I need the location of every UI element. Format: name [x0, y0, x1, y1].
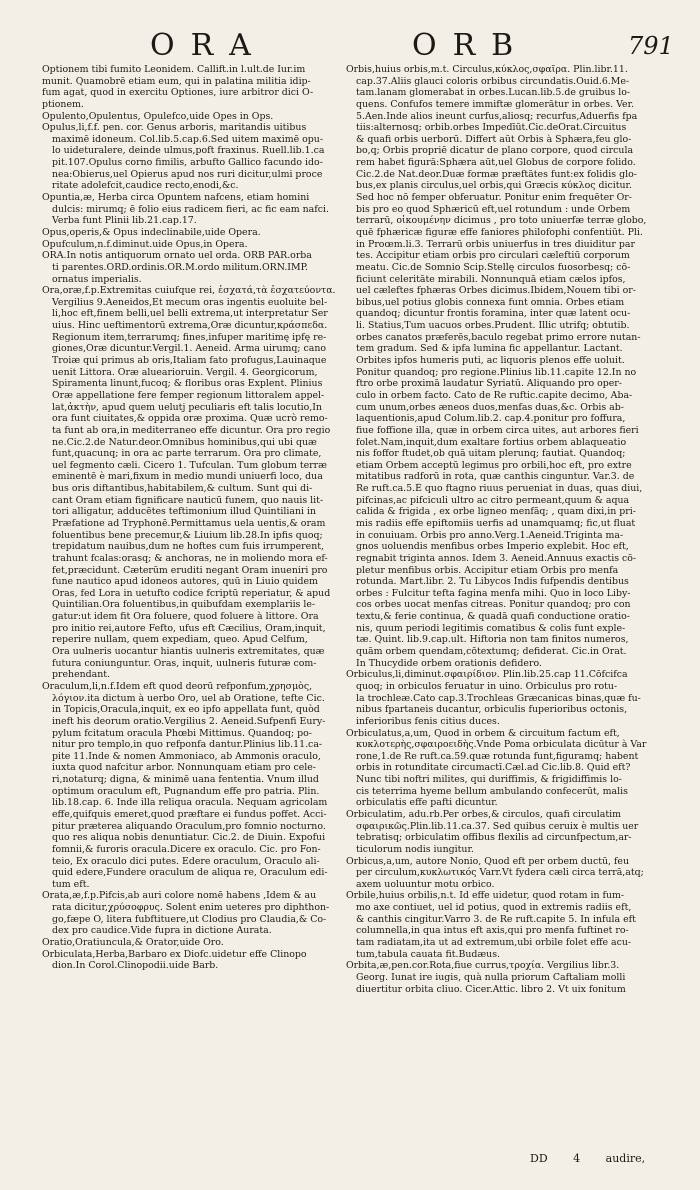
text-line: orbiculatis effe pafti dicuntur. — [356, 797, 498, 809]
page-footer — [530, 1152, 667, 1165]
text-line: fum agat, quod in exercitu Optiones, iure arbitror dici O- — [42, 87, 314, 99]
text-line: iuxta quod nafcitur arbor. Nonnunquam etiam pro cele- — [52, 762, 316, 774]
text-line: terrarū, οἰκουμένην dicimus , pro toto uniuerfæ terræ globo, — [356, 215, 647, 227]
entry-headword-line: Orbicus,a,um, autore Nonio, Quod eft per orbem ductū, feu — [346, 855, 630, 867]
text-line: Cic.2.de Nat.deor.Duæ formæ præftātes funt:ex folidis glo- — [356, 168, 637, 180]
text-line: mitatibus radforū in rota, quæ canthis cinguntur. Var.3. de — [356, 471, 635, 483]
text-line: cos orbes uocat menfas citreas. Ponitur quandoq; pro con — [356, 599, 631, 611]
text-line: cap.37.Aliis glauci coloris orbibus circundatis.Ouid.6.Me- — [356, 75, 630, 87]
text-line: pro initio rei,autore Fefto, ufus eft Cæcilius, Oram,inquit, — [52, 622, 326, 634]
text-line: tori alligatur, adducētes teftimonium illud Quintiliani in — [52, 506, 317, 518]
text-line: pit.107.Opulus corno fimilis, arbufto Gallico facundo ido- — [52, 157, 323, 169]
text-line: κυκλοτερὴς,σφαιροειδὴς.Vnde Poma orbiculata dicūtur à Var — [356, 739, 647, 751]
text-line: σφαιρικῶς.Plin.lib.11.ca.37. Sed quibus ceruix è multis uer — [356, 820, 639, 832]
text-line: trahunt fcalas:orasq; & anchoras, ne in moliendo mora ef- — [52, 552, 328, 564]
text-line: meatu. Cic.de Somnio Scip.Stellę circulos fuosorbesq; cō- — [356, 261, 631, 273]
text-line: quens. Confufos temere immiftæ glomerātur in orbes. Ver. — [356, 98, 635, 110]
text-line: gnos uoluendis menfibus orbes Imperio explebit. Hoc eft, — [356, 541, 629, 553]
text-line: trepidatum nauibus,dum ne hoftes cum fuis irrumperent, — [52, 541, 324, 553]
text-line: orbes canatos præferēs,baculo regebat primo errore nutan- — [356, 331, 641, 343]
text-line: quē fphæricæ figuræ effe faniores philofophi confentiūt. Pli. — [356, 226, 643, 238]
entry-headword-line: Orbile,huius orbilis,n.t. Id effe uidetur, quod rotam in fum- — [346, 890, 625, 902]
text-line: Oræ appellatione fere femper regionum littoralem appel- — [52, 389, 325, 401]
text-line: ti parentes.ORD.ordinis.OR.M.ordo militum.ORN.IMP. — [52, 261, 308, 273]
text-line: bus,ex planis circulus,uel orbis,qui Græcis κύκλος dicitur. — [356, 180, 632, 192]
text-line: bus oris diftantibus,habitabilem,& cultum. Sunt qui di- — [52, 483, 313, 495]
text-line: dion.In Corol.Clinopodii.uide Barb. — [52, 960, 219, 972]
text-line: pifcinas,ac pifciculi ultro ac citro permeant,quum & aqua — [356, 494, 630, 506]
entry-headword-line: Opufculum,n.f.diminut.uide Opus,in Opera. — [42, 238, 248, 250]
entry-headword-line: Orbiculata,Herba,Barbaro ex Diofc.uidetur effe Clinopo — [42, 948, 307, 960]
text-line: Troiæ qui primus ab oris,Italiam fato profugus,Lauinaque — [52, 355, 327, 367]
text-line: Sed hoc nō femper obferuatur. Ponitur enim frequēter Or- — [356, 192, 632, 204]
text-line: lo uideturalere, deinde ulmus,poft fraxinus. Ruell.lib.1.ca — [52, 145, 325, 157]
text-line: Nunc tibi noftri milites, qui duriffimis, & frigidiffimis lo- — [356, 774, 622, 786]
text-line: rone,1.de Re ruft.ca.59.quæ rotunda funt,figuramq; habent — [356, 750, 639, 762]
text-line: bibus,uel potius globis connexa funt omnia. Orbes etiam — [356, 296, 625, 308]
text-line: folet.Nam,inquit,dum exaltare fortius orbem ablaqueatio — [356, 436, 627, 448]
text-line: tæ. Quint. lib.9.cap.ult. Hiftoria non tam finitos numeros, — [356, 634, 629, 646]
right-column — [346, 64, 658, 995]
text-line: funt,quacunq; in ora ac parte terrarum. Ora pro climate, — [52, 448, 322, 460]
text-line: tebratisq; orbiculatim offibus flexilis ad circunfpectum,ar- — [356, 832, 632, 844]
text-line: Præfatione ad Tryphonē.Permittamus uela uentis,& oram — [52, 517, 326, 529]
text-line: inferioribus fenis citius duces. — [356, 715, 500, 727]
text-line: lib.18.cap. 6. Inde illa reliqua oracula. Nequam agricolam — [52, 797, 328, 809]
text-line: pitur præterea aliquando Oraculum,pro fomnio nocturno. — [52, 820, 326, 832]
entry-headword-line: Opulento,Opulentus, Opulefco,uide Opes in Ops. — [42, 110, 274, 122]
text-line: orbes : Fulcitur tefta fagina menfa mihi. Quo in loco Liby- — [356, 587, 631, 599]
text-line: rotunda. Mart.libr. 2. Tu Libycos Indis fufpendis dentibus — [356, 576, 629, 588]
entry-headword-line: Opulus,li,f.f. pen. cor. Genus arboris, maritandis uitibus — [42, 122, 307, 134]
text-line: fiue foffione illa, quæ in orbem circa uites, aut arbores fieri — [356, 424, 639, 436]
text-line: quandoq; dicuntur frontis foramina, inter quæ latent ocu- — [356, 308, 631, 320]
entry-headword-line: Opuntia,æ, Herba circa Opuntem nafcens, etiam homini — [42, 192, 310, 204]
text-line: foluentibus bene precemur,& Liuium lib.28.In ipfis quoq; — [52, 529, 323, 541]
text-line: Georg. Iunat ire iugis, quà nulla priorum Caftaliam molli — [356, 971, 626, 983]
text-line: fune nautico apud idoneos autores, quū in Liuio quidem — [52, 576, 318, 588]
text-line: nitur pro templo,in quo refponfa dantur.Plinius lib.11.ca- — [52, 739, 323, 751]
text-line: laquentionis,apud Colum.lib.2. cap.4.ponitur pro foffura, — [356, 413, 626, 425]
text-line: ineft his deorum oratio.Vergilius 2. Aeneid.Sufpenfi Eury- — [52, 715, 326, 727]
text-line: mo axe contiuet, uel id potius, quod in extremis radiis eft, — [356, 902, 632, 914]
entry-headword-line: Orbiculatim, adu.rb.Per orbes,& circulos, quafi circulatim — [346, 809, 621, 820]
text-line: ficiunt celeritāte mirabili. Nonnunquā etiam cælos ipfos, — [356, 273, 626, 285]
text-line: gatur:ut idem fit Ora foluere, quod foluere à littore. Ora — [52, 611, 319, 623]
text-line: pletur menfibus orbis. Accipitur etiam Orbis pro menfa — [356, 564, 619, 576]
text-line: In Thucydide orbem orationis defidero. — [356, 657, 542, 669]
text-line: ne.Cic.2.de Natur.deor.Omnibus hominibus,qui ubi quæ — [52, 436, 317, 448]
text-line: ornatus imperialis. — [52, 273, 142, 285]
text-line: calida & frigida , ex orbe ligneo menfāq; , quam dixi,in pri- — [356, 506, 636, 518]
text-line: li. Statius,Tum uacuos orbes.Prudent. Illic utrifq; obtutib. — [356, 320, 630, 332]
text-line: uenit Littora. Oræ aluearioruin. Vergil. 4. Georgicorum, — [52, 366, 318, 378]
text-line: in conuiuam. Orbis pro anno.Verg.1.Aeneid.Triginta ma- — [356, 529, 624, 541]
text-line: & quafi orbis uerborū. Differt aūt Orbis à Sphæra,feu glo- — [356, 133, 632, 145]
text-line: Vergilius 9.Aeneidos,Et mecum oras ingentis euoluite bel- — [52, 296, 328, 308]
text-line: rem habet figurā:Sphæra aūt,uel Globus de corpore folido. — [356, 157, 636, 169]
signature-mark: DD — [530, 1152, 548, 1165]
text-line: fomnii,& furoris oracula.Dicere ex oraculo. Cic. pro Fon- — [52, 843, 321, 855]
text-line: tem gradum. Sed & ipfa lumina fic appellantur. Lactant. — [356, 343, 623, 355]
text-line: cis teterrima hyeme bellum ambulando confecerūt, malis — [356, 785, 628, 797]
text-line: uel fegmento cæli. Cicero 1. Tufculan. Tum globum terræ — [52, 459, 327, 471]
text-line: columnella,in qua intus eft axis,qui pro menfa fuftinet ro- — [356, 925, 629, 937]
entry-headword-line: Oratio,Oratiuncula,& Orator,uide Oro. — [42, 937, 224, 949]
text-line: optimum oraculum eft, Pugnandum effe pro patria. Plin. — [52, 785, 320, 797]
entry-headword-line: Orata,æ,f.p.Pifcis,ab auri colore nomē habens ,Idem & au — [42, 890, 317, 902]
text-line: axem uoluuntur motu orbico. — [356, 878, 495, 890]
text-line: in Proœm.li.3. Terrarū orbis uniuerfus in tres diuiditur par — [356, 238, 635, 250]
text-line: bo,q; Orbis propriē dicatur de plano corpore, quod circula — [356, 145, 634, 157]
text-line: maximē idoneum. Col.lib.5.cap.6.Sed uitem maximē opu- — [52, 133, 323, 145]
text-line: ri,notaturq; digna, & minimē uana fententia. Vnum illud — [52, 774, 319, 786]
text-line: giones,Oræ dicuntur.Vergil.1. Aeneid. Arma uirumq; cano — [52, 343, 327, 355]
text-line: uius. Hinc ueftimentorū extrema,Oræ dicuntur,κράσπεδα. — [52, 320, 328, 332]
text-line: nibus fpartaneis ducantur, orbiculis fuperioribus octonis, — [356, 704, 628, 716]
text-line: ftro orbe proximā laudatur Syriatū. Aliquando pro oper- — [356, 378, 622, 390]
text-line: quoq; in orbiculos feruatur in uino. Orbiculus pro rotu- — [356, 680, 618, 692]
text-line: ritate adolefcit,caudice recto,enodi,&c. — [52, 180, 239, 192]
header-right: ORB — [412, 28, 530, 63]
text-line: lat,ἀκτὴν, apud quem uelutj peculiaris eft talis locutio,In — [52, 401, 322, 413]
text-line: ora funt ciuitates,& oppida oræ proxima. Quæ ucrò remo- — [52, 413, 328, 425]
text-line: quid edere,Fundere oraculum de aliqua re, Oraculum edi- — [52, 867, 328, 879]
text-line: quām orbem quendam,cōtextumq; defiderat. Cic.in Orat. — [356, 646, 627, 658]
text-line: teio, Ex oraculo dici putes. Edere oraculum, Oraculo ali- — [52, 855, 320, 867]
text-line: regnabit triginta annos. Idem 3. Aeneid.Annuus exactis cō- — [356, 552, 637, 564]
text-line: & canthis cingitur.Varro 3. de Re ruft.capite 5. In infula eft — [356, 913, 636, 925]
text-line: tiis:alternosq; orbib.orbes Impedīūt.Cic.deOrat.Circuitus — [356, 122, 627, 134]
text-line: nis foffor ftudet,ob quā uitam plerunq; fautiat. Quandoq; — [356, 448, 626, 460]
signature-number: 4 — [573, 1152, 581, 1165]
text-line: Oras, fed Lora in uetufto codice fcriptū reperiatur, & apud — [52, 587, 331, 599]
entry-headword-line: Oraculum,li,n.f.Idem eft quod deorū refponfum,χρησμὸς, — [42, 680, 313, 692]
text-line: tam.lanam glomerabat in orbes.Lucan.lib.5.de gruibus lo- — [356, 87, 631, 99]
text-line: Ponitur quandoq; pro regione.Plinius lib.11.capite 12.In no — [356, 366, 637, 378]
text-line: per circulum,κυκλωτικός Varr.Vt fydera cæli circa terrā,atq; — [356, 867, 644, 879]
entry-headword-line: Orbita,æ,pen.cor.Rota,fiue currus,τροχία. Vergilius libr.3. — [346, 960, 620, 972]
text-line: cant Oram etiam fignificare nauticū funem, quo nauis lit- — [52, 494, 324, 506]
text-line: tum eft. — [52, 878, 90, 890]
text-line: nea:Obierus,uel Opierus apud nos ruri dicitur,ulmi proce — [52, 168, 323, 180]
text-line: tam radiatam,ita ut ad extremum,ubi orbile folet effe acu- — [356, 937, 632, 949]
text-line: textu,& ferie continua, & quadā quafi conductione oratio- — [356, 611, 630, 623]
text-line: dulcis: mirumq; ē folio eius radicem fieri, ac fic eam nafci. — [52, 203, 329, 215]
text-line: eminentē è mari,fixum in medio mundi uniuerfi loco, dua — [52, 471, 323, 483]
text-line: quo res aliqua nobis denuntiatur. Cic.2. de Diuin. Expofui — [52, 832, 326, 844]
text-line: mis radiis effe epiftomiis uerfis ad unamquamq; fic,ut fluat — [356, 517, 636, 529]
text-line: li,hoc eft,finem belli,uel belli extrema,ut interpretatur Ser — [52, 308, 328, 320]
text-line: rata dicitur,χρύσοφρυς. Solent enim ueteres pro diphthon- — [52, 902, 330, 914]
text-line: cum unum,orbes æneos duos,menfas duas,&c. Orbis ab- — [356, 401, 624, 413]
text-line: Ora uulneris uocantur hiantis uulneris extremitates, quæ — [52, 646, 325, 658]
text-line: ticulorum nodis iungitur. — [356, 843, 474, 855]
text-line: λόγιον.ita dictum à uerbo Oro, uel ab Oratione, tefte Cic. — [52, 692, 325, 704]
text-line: bis pro eo quod Sphæricū eft,uel rotundum : unde Orbem — [356, 203, 631, 215]
text-line: diuertitur orbita cliuo. Cicer.Attic. libro 2. Vt uix fonitum — [356, 983, 626, 995]
text-line: nis, quum periodi legitimis comatibus & colis funt exple- — [356, 622, 626, 634]
text-line: go,fæpe O, litera fubftituere,ut Clodius pro Claudia,& Co- — [52, 913, 327, 925]
text-line: dex pro caudice.Vide fupra in dictione Aurata. — [52, 925, 272, 937]
text-line: Regionum item,terrarumq; fines,infuper maritimę ipfę re- — [52, 331, 327, 343]
text-line: pite 11.Inde & nomen Ammoniaco, ab Ammonis oraculo, — [52, 750, 321, 762]
text-line: 5.Aen.Inde alios ineunt curfus,aliosq; recurfus,Aduerfis fpa — [356, 110, 638, 122]
text-line: Verba funt Plinii lib.21.cap.17. — [52, 215, 197, 227]
text-line: la trochleæ.Cato cap.3.Trochleas Græcanicas binas,quæ fu- — [356, 692, 641, 704]
text-line: uel cæleftes fphæras Orbes dicimus.Ibidem,Nouem tibi or- — [356, 285, 636, 297]
left-column — [42, 64, 346, 972]
text-line: ORA.In notis antiquorum ornato uel orda. ORB PAR.orba — [42, 250, 312, 262]
text-line: Re ruft.ca.5.Ē quo ftagno riuus perueniat in duas, quas diui, — [356, 483, 643, 495]
text-line: Orbites ipfos humeris puti, ac liquoris plenos effe uoluit. — [356, 355, 625, 367]
entry-headword-line: Ora,oræ,f.p.Extremitas cuiufque rei, ἐσχατά,τὰ ἐσχατεύοντα. — [42, 285, 336, 297]
entry-headword-line: Orbis,huius orbis,m.t. Circulus,κύκλος,σφαῖρα. Plin.libr.11. — [346, 64, 628, 75]
entry-headword-line: Orbiculus,li,diminut.σφαιρίδιον. Plin.lib.25.cap 11.Cōfcifca — [346, 669, 628, 681]
text-line: futura coniunguntur. Oras, inquit, uulneris futuræ com- — [52, 657, 317, 669]
text-line: Spiramenta linunt,fucoq; & floribus oras Explent. Plinius — [52, 378, 323, 390]
text-line: ptionem. — [42, 98, 84, 110]
text-line: orbis in rotunditate circumactī.Cæl.ad Cic.lib.8. Quid eft? — [356, 762, 631, 774]
header-left: ORA — [150, 28, 267, 63]
text-line: Quintilian.Ora foluentibus,in quibufdam exemplariis le- — [52, 599, 316, 611]
page-number: 791 — [628, 32, 674, 60]
entry-headword-line: Opus,operis,& Opus indeclinabile,uide Opera. — [42, 226, 261, 238]
entry-headword-line: Orbiculatus,a,um, Quod in orbem & circuitum factum eft, — [346, 727, 620, 739]
text-line: tum,tabula cauata fit.Budæus. — [356, 948, 501, 960]
text-line: prehendant. — [52, 669, 111, 681]
text-line: fet,præcidunt. Cæterūm eruditi negant Oram inueniri pro — [52, 564, 328, 576]
text-line: in Topicis,Oracula,inquit, ex eo ipfo appellata funt, quòd — [52, 704, 320, 716]
text-line: munit. Quamobrē etiam eum, qui in palatina militia idip- — [42, 75, 311, 87]
text-line: reperire nullam, quem expediam, queo. Apud Celfum, — [52, 634, 308, 646]
text-line: ta funt ab ora,in mediterraneo effe dicuntur. Ora pro regio — [52, 424, 331, 436]
text-line: culo in orbem facto. Cato de Re ruftic.capite decimo, Aba- — [356, 389, 633, 401]
text-line: Optionem tibi fumito Leonidem. Callift.in l.ult.de Iur.im — [42, 64, 306, 75]
text-line: etiam Orbem acceptū legimus pro orbili,hoc eft, pro extre — [356, 459, 632, 471]
text-line: pylum fcitatum oracula Phœbi Mittimus. Quandoq; po- — [52, 727, 312, 739]
text-line: tes. Accipitur etiam orbis pro circulari cæleftiū corporum — [356, 250, 630, 262]
catchword: audire, — [605, 1152, 646, 1165]
text-line: effe,quifquis emeret,quod præftare ei fundus poffet. Acci- — [52, 809, 327, 820]
